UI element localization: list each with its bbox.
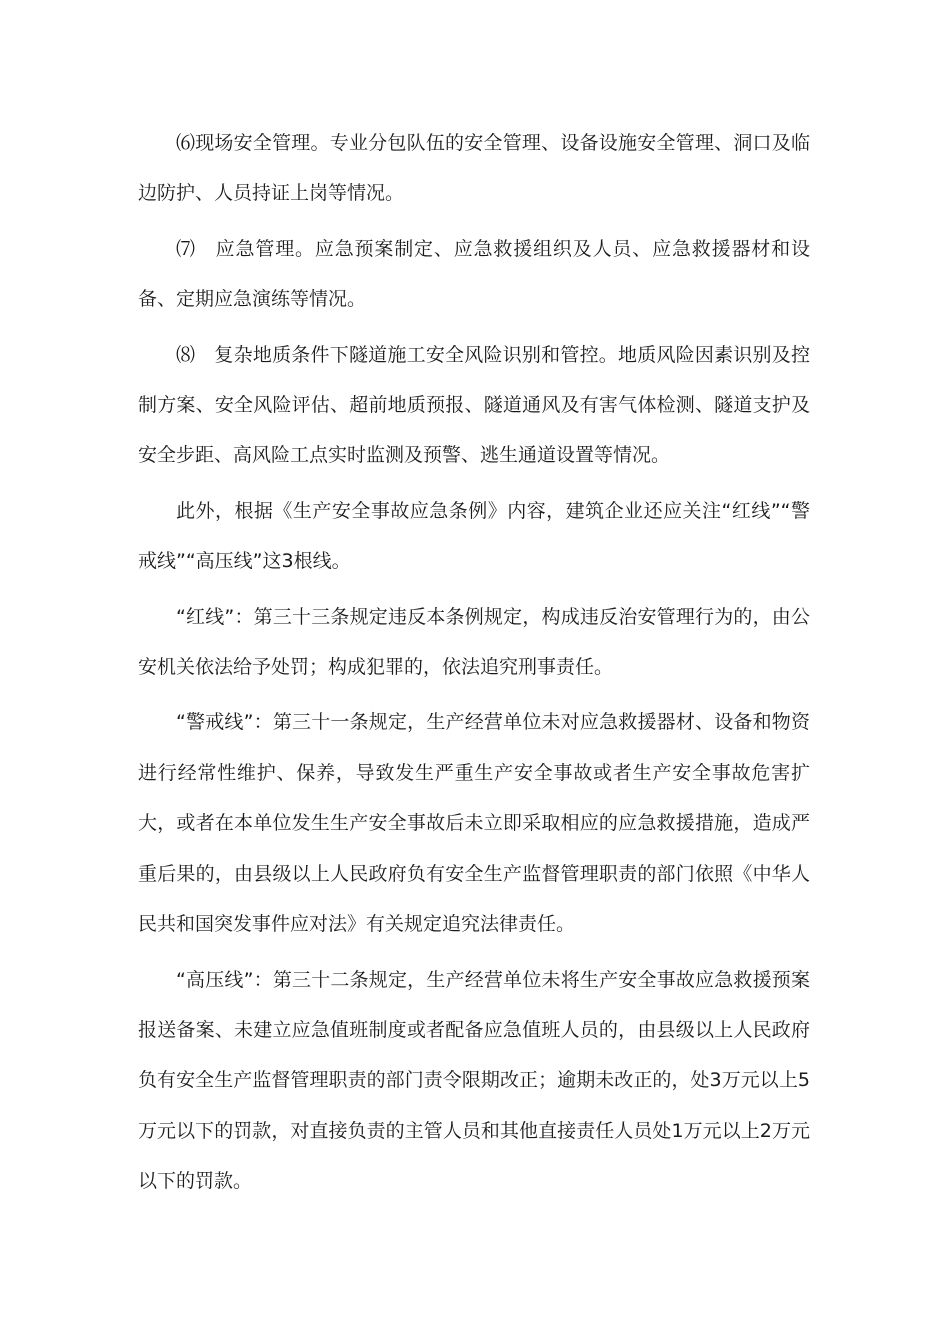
paragraph-red-line: “红线”：第三十三条规定违反本条例规定，构成违反治安管理行为的，由公安机关依法给予处罚；构成犯罪的，依法追究刑事责任。 (138, 605, 810, 679)
paragraph-emergency-management: ⑺ 应急管理。应急预案制定、应急救援组织及人员、应急救援器材和设备、定期应急演练等情况。 (138, 237, 810, 311)
paragraph-tunnel-geological-risk: ⑻ 复杂地质条件下隧道施工安全风险识别和管控。地质风险因素识别及控制方案、安全风险评估、超前地质预报、隧道通风及有害气体检测、隧道支护及安全步距、高风险工点实时监测及预警、逃生通道设置等情况。 (138, 343, 810, 467)
paragraph-high-voltage-line: “高压线”：第三十二条规定，生产经营单位未将生产安全事故应急救援预案报送备案、未建立应急值班制度或者配备应急值班人员的，由县级以上人民政府负有安全生产监督管理职责的部门责令限期改正；逾期未改正的，处3万元以上5万元以下的罚款，对直接负责的主管人员和其他直接责任人员处1万元以上2万元以下的罚款。 (138, 968, 810, 1193)
paragraph-three-lines-intro: 此外，根据《生产安全事故应急条例》内容，建筑企业还应关注“红线”“警戒线”“高压线”这3根线。 (138, 499, 810, 573)
paragraph-site-safety-management: ⑹现场安全管理。专业分包队伍的安全管理、设备设施安全管理、洞口及临边防护、人员持证上岗等情况。 (138, 132, 810, 205)
paragraph-warning-line: “警戒线”：第三十一条规定，生产经营单位未对应急救援器材、设备和物资进行经常性维护、保养，导致发生严重生产安全事故或者生产安全事故危害扩大，或者在本单位发生生产安全事故后未立即采取相应的应急救援措施，造成严重后果的，由县级以上人民政府负有安全生产监督管理职责的部门依照《中华人民共和国突发事件应对法》有关规定追究法律责任。 (138, 711, 810, 936)
document-body (138, 118, 810, 1207)
